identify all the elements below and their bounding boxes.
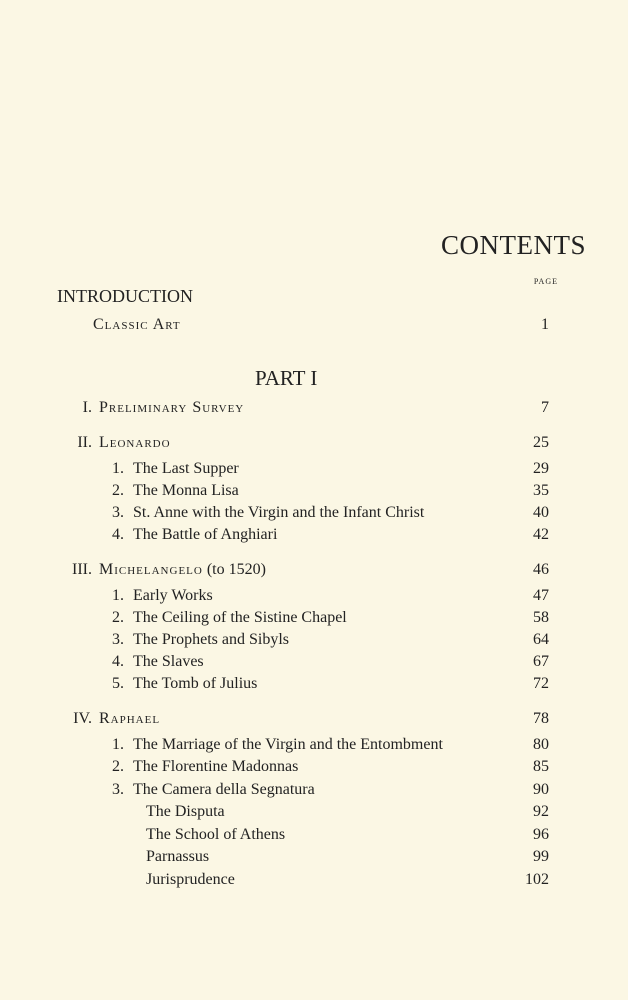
entry-number: 3. <box>112 504 124 521</box>
entry-page: 42 <box>533 526 549 543</box>
chapter-title: Preliminary Survey <box>99 399 245 416</box>
entry-page: 40 <box>533 504 549 521</box>
chapter-title: Michelangelo <box>99 561 203 578</box>
toc-entry[interactable] <box>0 526 628 548</box>
toc-subentry[interactable] <box>0 871 628 893</box>
toc-chapter-2[interactable] <box>0 434 628 456</box>
chapter-title: Raphael <box>99 710 161 727</box>
entry-number: 1. <box>112 587 124 604</box>
entry-number: 2. <box>112 482 124 499</box>
toc-entry[interactable] <box>0 736 628 758</box>
entry-page: 1 <box>541 316 549 333</box>
entry-page: 47 <box>533 587 549 604</box>
entry-page: 72 <box>533 675 549 692</box>
entry-label: The Monna Lisa <box>133 482 239 499</box>
entry-page: 67 <box>533 653 549 670</box>
entry-label: The Camera della Segnatura <box>133 781 315 798</box>
entry-number: 1. <box>112 736 124 753</box>
toc-entry[interactable] <box>0 482 628 504</box>
toc-subentry[interactable] <box>0 826 628 848</box>
entry-label: The School of Athens <box>146 826 286 843</box>
chapter-title-wrap <box>99 561 266 579</box>
entry-page: 90 <box>533 781 549 798</box>
entry-label: St. Anne with the Virgin and the Infant Christ <box>133 504 425 521</box>
entry-number: 3. <box>112 781 124 798</box>
entry-number: 3. <box>112 631 124 648</box>
entry-label: The Slaves <box>133 653 204 670</box>
entry-label: The Florentine Madonnas <box>133 758 299 775</box>
entry-page: 99 <box>533 848 549 865</box>
entry-page: 80 <box>533 736 549 753</box>
part-heading: PART I <box>255 366 318 390</box>
chapter-title-suffix: (to 1520) <box>202 561 266 578</box>
entry-number: 1. <box>112 460 124 477</box>
entry-label: The Tomb of Julius <box>133 675 258 692</box>
introduction-heading: INTRODUCTION <box>57 286 193 306</box>
toc-entry[interactable] <box>0 460 628 482</box>
entry-page: 35 <box>533 482 549 499</box>
entry-page: 64 <box>533 631 549 648</box>
entry-page: 85 <box>533 758 549 775</box>
chapter-number: I. <box>82 399 92 416</box>
entry-label: Classic Art <box>93 316 181 333</box>
entry-label: The Marriage of the Virgin and the Entombment <box>133 736 443 753</box>
chapter-page: 7 <box>541 399 549 416</box>
entry-label: Jurisprudence <box>146 871 235 888</box>
entry-page: 102 <box>525 871 549 888</box>
toc-entry[interactable] <box>0 758 628 780</box>
entry-label: Early Works <box>133 587 213 604</box>
entry-label: The Ceiling of the Sistine Chapel <box>133 609 347 626</box>
toc-subentry[interactable] <box>0 848 628 870</box>
toc-chapter-1[interactable] <box>0 399 628 421</box>
page-title: CONTENTS <box>441 230 586 260</box>
toc-entry-classic-art[interactable] <box>0 316 628 338</box>
entry-number: 4. <box>112 653 124 670</box>
entry-number: 2. <box>112 609 124 626</box>
chapter-number: III. <box>72 561 92 578</box>
entry-number: 5. <box>112 675 124 692</box>
entry-page: 58 <box>533 609 549 626</box>
entry-page: 29 <box>533 460 549 477</box>
entry-label: The Last Supper <box>133 460 239 477</box>
toc-entry[interactable] <box>0 504 628 526</box>
toc-entry[interactable] <box>0 653 628 675</box>
entry-page: 92 <box>533 803 549 820</box>
entry-number: 2. <box>112 758 124 775</box>
toc-entry[interactable] <box>0 675 628 697</box>
toc-chapter-3[interactable] <box>0 561 628 583</box>
toc-subentry[interactable] <box>0 803 628 825</box>
chapter-number: II. <box>77 434 92 451</box>
toc-chapter-4[interactable] <box>0 710 628 732</box>
toc-entry[interactable] <box>0 781 628 803</box>
entry-number: 4. <box>112 526 124 543</box>
entry-page: 96 <box>533 826 549 843</box>
chapter-title: Leonardo <box>99 434 171 451</box>
chapter-number: IV. <box>73 710 92 727</box>
toc-entry[interactable] <box>0 609 628 631</box>
entry-label: The Disputa <box>146 803 225 820</box>
entry-label: Parnassus <box>146 848 210 865</box>
chapter-page: 25 <box>533 434 549 451</box>
page-column-header: PAGE <box>533 277 558 286</box>
toc-entry[interactable] <box>0 631 628 653</box>
toc-entry[interactable] <box>0 587 628 609</box>
entry-label: The Battle of Anghiari <box>133 526 278 543</box>
chapter-page: 46 <box>533 561 549 578</box>
entry-label: The Prophets and Sibyls <box>133 631 289 648</box>
chapter-page: 78 <box>533 710 549 727</box>
